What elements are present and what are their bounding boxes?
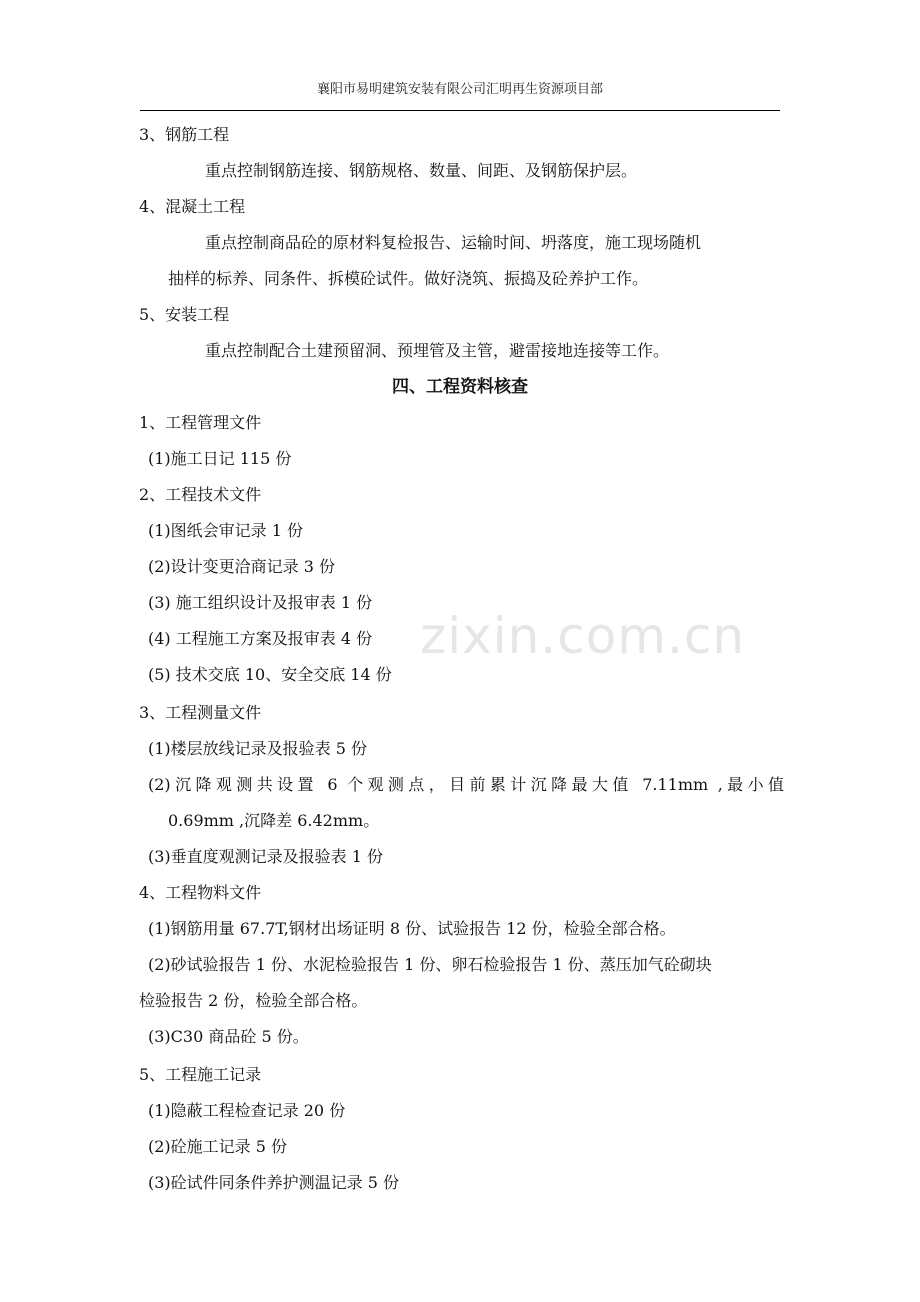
heading-rebar: 3、钢筋工程	[139, 125, 230, 144]
list-item: (1)施工日记 115 份	[148, 449, 292, 468]
list-item: (1)钢筋用量 67.7T,钢材出场证明 8 份、试验报告 12 份，检验全部合格。	[148, 919, 676, 938]
list-item: (2)设计变更洽商记录 3 份	[148, 557, 336, 576]
list-item: (2)沉降观测共设置 6 个观测点，目前累计沉降最大值 7.11mm ,最小值	[148, 775, 784, 794]
list-item: (2)砂试验报告 1 份、水泥检验报告 1 份、卵石检验报告 1 份、蒸压加气砼砌块	[148, 955, 712, 974]
section-title: 四、工程资料核查	[392, 377, 528, 397]
list-item: (3)垂直度观测记录及报验表 1 份	[148, 847, 384, 866]
list-item: (3)C30 商品砼 5 份。	[148, 1027, 309, 1046]
page-header: 襄阳市易明建筑安装有限公司汇明再生资源项目部	[140, 80, 780, 111]
list-item: (3)砼试件同条件养护测温记录 5 份	[148, 1173, 400, 1192]
list-item: (1)楼层放线记录及报验表 5 份	[148, 739, 368, 758]
paragraph-installation: 重点控制配合土建预留洞、预埋管及主管，避雷接地连接等工作。	[205, 341, 670, 360]
paragraph-concrete-1: 重点控制商品砼的原材料复检报告、运输时间、坍落度，施工现场随机	[205, 233, 702, 252]
heading-materials-docs: 4、工程物料文件	[139, 883, 262, 902]
list-item: (2)砼施工记录 5 份	[148, 1137, 288, 1156]
list-item: (3) 施工组织设计及报审表 1 份	[148, 593, 373, 612]
list-item: (5) 技术交底 10、安全交底 14 份	[148, 665, 392, 684]
watermark: zixin.com.cn	[420, 607, 746, 665]
heading-concrete: 4、混凝土工程	[139, 197, 246, 216]
heading-technical-docs: 2、工程技术文件	[139, 485, 262, 504]
list-item-continuation: 检验报告 2 份，检验全部合格。	[139, 991, 368, 1010]
paragraph-rebar: 重点控制钢筋连接、钢筋规格、数量、间距、及钢筋保护层。	[205, 161, 638, 180]
paragraph-concrete-2: 抽样的标养、同条件、拆模砼试件。做好浇筑、振捣及砼养护工作。	[168, 269, 649, 288]
list-item-continuation: 0.69mm ,沉降差 6.42mm。	[168, 811, 380, 830]
heading-survey-docs: 3、工程测量文件	[139, 703, 262, 722]
heading-installation: 5、安装工程	[139, 305, 230, 324]
heading-management-docs: 1、工程管理文件	[139, 413, 262, 432]
heading-construction-records: 5、工程施工记录	[139, 1065, 262, 1084]
list-item: (1)隐蔽工程检查记录 20 份	[148, 1101, 346, 1120]
list-item: (4) 工程施工方案及报审表 4 份	[148, 629, 373, 648]
list-item: (1)图纸会审记录 1 份	[148, 521, 304, 540]
